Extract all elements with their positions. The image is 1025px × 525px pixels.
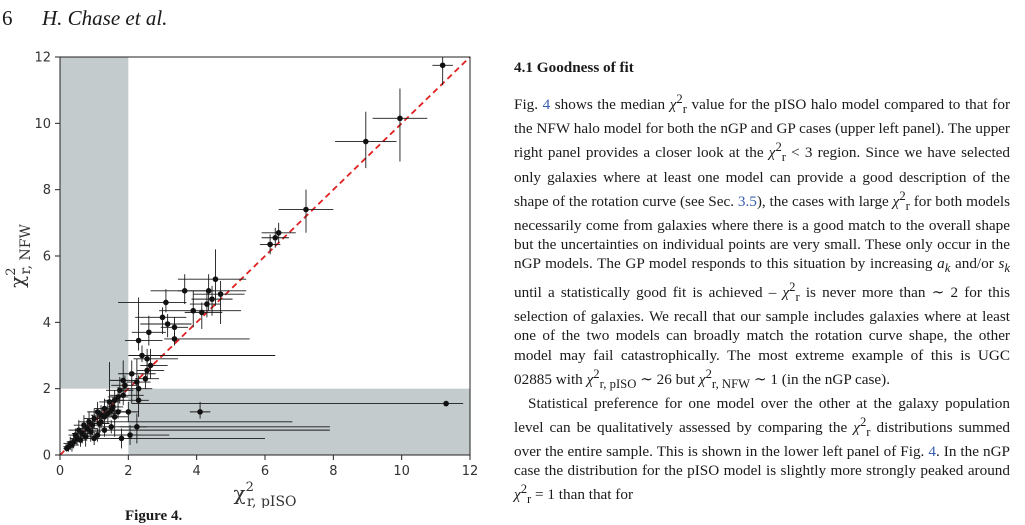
data-point — [112, 397, 118, 403]
data-point — [102, 406, 108, 412]
y-tick-label: 8 — [42, 183, 51, 199]
figure-caption: Figure 4. — [125, 508, 183, 524]
chi2-scatter-chart — [0, 45, 500, 508]
data-point — [267, 242, 273, 248]
running-header — [0, 6, 167, 31]
y-tick-label: 4 — [42, 315, 51, 331]
page-number: 6 — [2, 6, 13, 30]
data-point — [190, 308, 196, 314]
data-point — [143, 376, 149, 382]
data-point — [272, 235, 278, 241]
data-point — [172, 336, 178, 342]
data-point — [129, 371, 135, 377]
data-point — [134, 424, 140, 430]
x-tick-label: 12 — [461, 464, 479, 479]
data-point — [122, 383, 128, 389]
data-point — [120, 378, 126, 384]
data-point — [126, 409, 132, 415]
data-point — [303, 207, 309, 213]
data-point — [146, 329, 152, 335]
data-point — [397, 116, 403, 122]
y-tick-label: 10 — [34, 116, 51, 132]
shaded-region-1 — [60, 57, 128, 389]
data-point — [218, 291, 224, 297]
data-point — [139, 353, 145, 359]
x-tick-label: 0 — [55, 464, 65, 479]
data-point — [163, 300, 169, 306]
paragraph-1: Fig. 4 shows the median $\chi^2_r$ value for the pISO halo model compared to that for the NFW halo model for both the nGP and GP cases (upper left panel). The upper right panel provides a closer look at the $\chi^2_r < 3$ region. Since we have selected only galaxies where at least one model can provide a good description of the shape of the rotation curve (see Sec. 3.5), the cases with large $\chi^2_r$ for both models necessarily come from galaxies where there is a good match to the overall shape but the uncertainties on individual points are very small. These only occur in the nGP models. The GP model responds to this situation by increasing $a_k$ and/or $s_k$ until a statistically good fit is achieved – $\chi^2_r$ is never more than ∼ 2 for this selection of galaxies. We recall that our sample includes galaxies where at least one of the two models can broadly match the rotation curve shape, the other model may fail catastrophically. The most extreme example of this is UGC 02885 with $\chi^2_{r, pISO}$ ∼ 26 but $\chi^2_{r, NFW}$ ∼ 1 (in the nGP case). — [514, 92, 1011, 391]
data-point — [136, 386, 142, 392]
data-point — [76, 427, 82, 433]
data-point — [107, 399, 113, 405]
x-tick-label: 2 — [124, 464, 133, 479]
x-tick-label: 6 — [260, 464, 270, 479]
data-point — [81, 422, 87, 428]
y-tick-label: 12 — [34, 50, 51, 66]
x-tick-label: 8 — [329, 464, 338, 479]
x-tick-label: 4 — [192, 464, 201, 479]
section-heading: 4.1 Goodness of fit — [514, 59, 634, 76]
data-point — [78, 437, 84, 443]
data-point — [120, 393, 126, 399]
figure-link[interactable]: 4 — [928, 443, 936, 461]
data-point — [83, 434, 89, 440]
data-point — [197, 409, 203, 415]
data-point — [73, 432, 79, 438]
running-authors: H. Chase et al. — [42, 6, 168, 30]
section-link[interactable]: 3.5 — [737, 192, 757, 210]
data-point — [127, 432, 133, 438]
data-point — [276, 230, 282, 236]
y-axis-label: $\chi^2r$, NFW — [4, 224, 34, 288]
data-point — [112, 414, 118, 420]
paragraph-2: Statistical preference for one model over the other at the galaxy population level can be qualitatively assessed by comparing the $\chi^2_r$ distributions summed over the entire sample. This is shown in the lower left panel of Fig. 4. In the nGP case the distribution for the pISO model is slightly more strongly peaked around $\chi^2_r = 1$ than that for — [514, 394, 1010, 507]
data-point — [117, 388, 123, 394]
data-point — [136, 338, 142, 344]
data-point — [88, 429, 94, 435]
y-tick-label: 2 — [42, 382, 51, 398]
figure-link[interactable]: 4 — [542, 96, 551, 114]
data-point — [86, 419, 92, 425]
text-column — [514, 58, 1010, 509]
data-point — [363, 139, 369, 145]
data-point — [64, 446, 70, 452]
data-point — [91, 416, 97, 422]
data-point — [91, 436, 97, 442]
data-point — [136, 397, 142, 403]
data-point — [119, 436, 125, 442]
y-tick-label: 6 — [42, 249, 51, 265]
data-point — [144, 356, 150, 362]
data-point — [443, 401, 449, 407]
data-point — [199, 310, 205, 316]
data-point — [165, 321, 171, 327]
data-point — [115, 409, 121, 415]
data-point — [102, 427, 108, 433]
data-point — [182, 288, 188, 294]
data-point — [98, 419, 104, 425]
x-tick-label: 10 — [393, 464, 410, 479]
data-point — [95, 409, 101, 415]
data-point — [172, 325, 178, 331]
x-axis-label: $\chi^2$ r, pISO — [233, 480, 297, 508]
data-point — [213, 276, 219, 282]
data-point — [134, 379, 140, 385]
data-point — [108, 424, 114, 430]
data-point — [209, 296, 215, 302]
data-point — [160, 315, 166, 321]
data-point — [148, 363, 154, 369]
y-tick-label: 0 — [42, 448, 51, 464]
data-point — [440, 62, 446, 68]
data-point — [206, 288, 212, 294]
data-point — [144, 368, 150, 374]
data-point — [204, 301, 210, 307]
